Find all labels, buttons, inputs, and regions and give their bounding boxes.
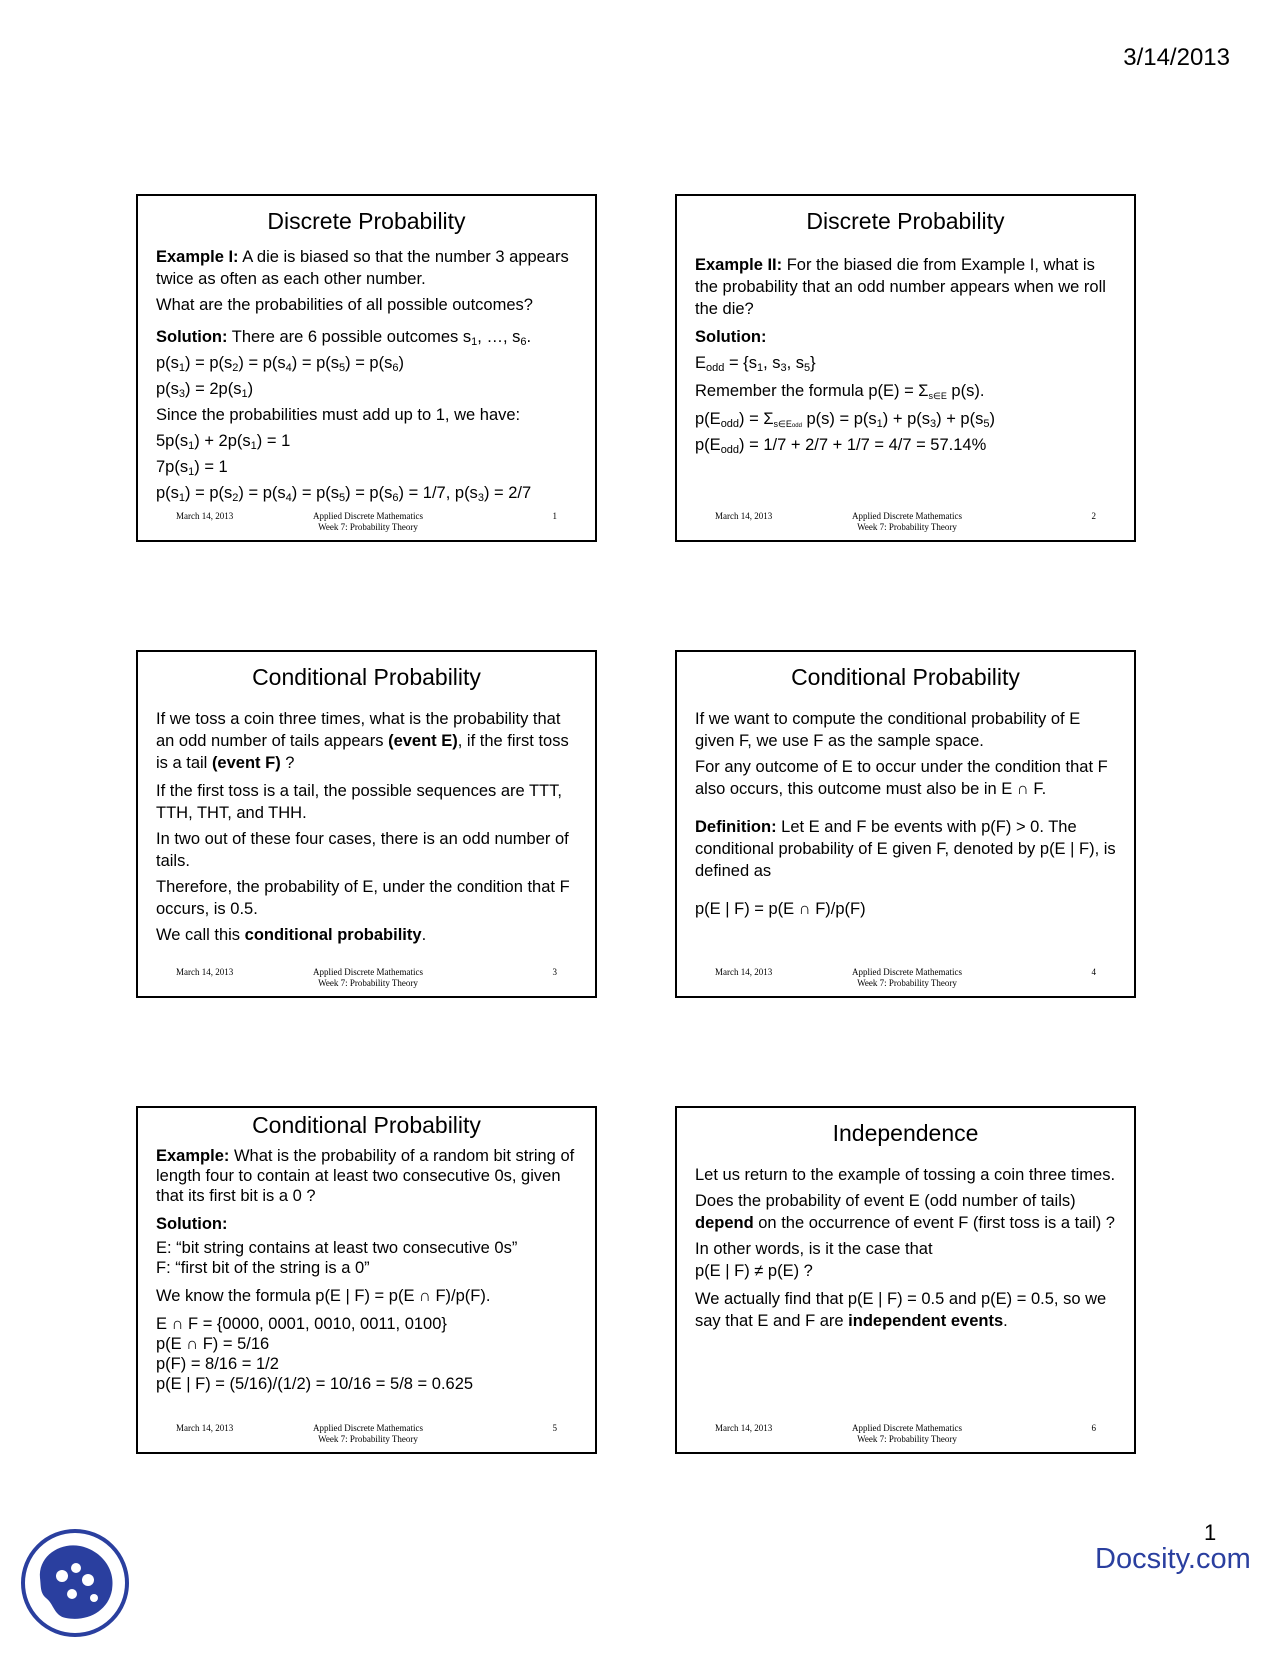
slide-body: Let us return to the example of tossing a coin three times. Does the probability of event E (odd number of tails) depend on the occurrence of event F (first toss is a tail) ? In other words, is it the case that p(E | F) ≠ p(E) ? We actually find that p(E | F) = 0.5 and p(E) = 0.5, so we say that E and F are independent events. xyxy=(695,1164,1120,1336)
example-text: A die is biased so that the number 3 appears twice as often as each other number. xyxy=(156,248,569,288)
example-text: For the biased die from Example I, what is the probability that an odd number appears when we roll the die? xyxy=(695,256,1106,318)
footer-date: March 14, 2013 xyxy=(715,967,773,977)
result-text: ) = 1/7 + 2/7 + 1/7 = 4/7 = 57.14% xyxy=(739,436,987,454)
slide-4 xyxy=(675,650,1136,998)
formula-intro: Remember the formula p(E) = xyxy=(695,382,919,400)
slide-2 xyxy=(675,194,1136,542)
slide-body: Example II: For the biased die from Example I, what is the probability that an odd number appears when we roll the die? Solution: $E_{odd} = \{s_1$, $s_3$, $s_5$} Remember the formula p(E) = Σs∈E p(s). $p(E_{odd})$ = Σs∈Eodd $p(s) = p(s_1) + p(s_3) + p(s_5)$ $p(E_{odd}) = 1/7 + 2/7 + 1/7 = 4/7 = 57.14\%$ xyxy=(695,256,1106,456)
slide-6 xyxy=(675,1106,1136,1454)
slide-body: If we toss a coin three times, what is the probability that an odd number of tails appears (event E), if the first toss is a tail (event F) ? If the first toss is a tail, the possible sequences are TTT, TTH, THT, and THH. In two out of these four cases, there is an odd number of tails. Therefore, the probability of E, under the condition that F occurs, is 0.5. We call this conditional probability. xyxy=(156,708,581,950)
example-label: Example II: xyxy=(695,256,783,274)
formula: p(E | F) = p(E ∩ F)/p(F) xyxy=(695,900,866,918)
paragraph: In two out of these four cases, there is an odd number of tails. xyxy=(156,830,569,870)
paragraph: If we want to compute the conditional probability of E given F, we use F as the sample space. xyxy=(695,710,1081,750)
slide-number: 2 xyxy=(1091,511,1096,521)
slide-footer xyxy=(138,967,595,991)
slide-body: If we want to compute the conditional probability of E given F, we use F as the sample space. For any outcome of E to occur under the condition that F also occurs, this outcome must also be in E ∩ F. Definition: Let E and F be events with p(F) > 0. The conditional probability of E given F, denoted by p(E | F), is defined as p(E | F) = p(E ∩ F)/p(F) xyxy=(695,708,1120,924)
docsity-logo-icon xyxy=(20,1528,130,1638)
example-label: Example I: xyxy=(156,248,239,266)
slide-title: Discrete Probability xyxy=(267,208,466,234)
line: p(F) = 8/16 = 1/2 xyxy=(156,1355,279,1373)
footer-date: March 14, 2013 xyxy=(176,511,234,521)
event-e-definition: E: “bit string contains at least two consecutive 0s” xyxy=(156,1239,518,1257)
slide-number: 3 xyxy=(552,967,557,977)
line: p(E | F) = (5/16)/(1/2) = 10/16 = 5/8 = 0.625 xyxy=(156,1375,474,1393)
slide-number: 6 xyxy=(1091,1423,1096,1433)
slide-footer xyxy=(677,967,1134,991)
solution-label: Solution: xyxy=(156,328,228,346)
solution-label: Solution: xyxy=(156,1215,228,1233)
footer-date: March 14, 2013 xyxy=(176,1423,234,1433)
solution-text: There are 6 possible outcomes s xyxy=(227,328,472,346)
line: E ∩ F = {0000, 0001, 0010, 0011, 0100} xyxy=(156,1315,447,1333)
slide-body: Example: What is the probability of a random bit string of length four to contain at least two consecutive 0s, given that its first bit is a 0 ? Solution: E: “bit string contains at least two consecutive 0s” F: “first bit of the string is a 0” We know the formula p(E | F) = p(E ∩ F)/p(F). E ∩ F = {0000, 0001, 0010, 0011, 0100} p(E ∩ F) = 5/16 p(F) = 8/16 = 1/2 p(E | F) = (5/16)/(1/2) = 10/16 = 5/8 = 0.625 xyxy=(156,1146,581,1394)
footer-course: Applied Discrete Mathematics Week 7: Probability Theory xyxy=(852,511,962,532)
slide-body: Example I: A die is biased so that the number 3 appears twice as often as each other number. What are the probabilities of all possible outcomes? Solution: There are 6 possible outcomes $s_1$, …, $s_6$. $p(s_1) = p(s_2) = p(s_4) = p(s_5) = p(s_6)$ $p(s_3) = 2p(s_1)$ Since the probabilities must add up to 1, we have: $5p(s_1) + 2p(s_1) = 1$ $7p(s_1) = 1$ $p(s_1) = p(s_2) = p(s_4) = p(s_5) = p(s_6) = 1/7$, $p(s_3) = 2/7$ xyxy=(156,246,581,508)
event-f-definition: F: “first bit of the string is a 0” xyxy=(156,1259,370,1277)
definition-label: Definition: xyxy=(695,818,777,836)
page-number: 1 xyxy=(1204,1520,1217,1545)
slide-1 xyxy=(136,194,597,542)
slide-title: Conditional Probability xyxy=(791,664,1020,690)
slide-footer xyxy=(677,1423,1134,1447)
slide-footer xyxy=(138,511,595,535)
footer-course: Applied Discrete Mathematics Week 7: Probability Theory xyxy=(313,1423,423,1444)
footer-date: March 14, 2013 xyxy=(715,1423,773,1433)
solution-label: Solution: xyxy=(695,328,767,346)
slide-number: 5 xyxy=(552,1423,557,1433)
slide-title: Conditional Probability xyxy=(252,1112,481,1138)
slide-number: 4 xyxy=(1091,967,1096,977)
footer-course: Applied Discrete Mathematics Week 7: Probability Theory xyxy=(852,967,962,988)
slide-footer xyxy=(138,1423,595,1447)
footer-course: Applied Discrete Mathematics Week 7: Probability Theory xyxy=(313,511,423,532)
slide-3 xyxy=(136,650,597,998)
formula: We know the formula p(E | F) = p(E ∩ F)/p(F). xyxy=(156,1287,491,1305)
slide-5 xyxy=(136,1106,597,1454)
docsity-brand-link[interactable]: Docsity.com xyxy=(1095,1543,1251,1575)
example-label: Example: xyxy=(156,1147,230,1165)
slide-footer xyxy=(677,511,1134,535)
footer-course: Applied Discrete Mathematics Week 7: Probability Theory xyxy=(852,1423,962,1444)
paragraph: For any outcome of E to occur under the condition that F also occurs, this outcome must also be in E ∩ F. xyxy=(695,758,1108,798)
line: p(E ∩ F) = 5/16 xyxy=(156,1335,270,1353)
paragraph: Therefore, the probability of E, under the condition that F occurs, is 0.5. xyxy=(156,878,570,918)
slide-title: Discrete Probability xyxy=(806,208,1005,234)
footer-course: Applied Discrete Mathematics Week 7: Probability Theory xyxy=(313,967,423,988)
slide-title: Independence xyxy=(832,1120,979,1146)
footer-date: March 14, 2013 xyxy=(176,967,234,977)
since-text: Since the probabilities must add up to 1, we have: xyxy=(156,406,521,424)
paragraph: Let us return to the example of tossing a coin three times. xyxy=(695,1166,1116,1184)
footer-date: March 14, 2013 xyxy=(715,511,773,521)
slide-title: Conditional Probability xyxy=(252,664,481,690)
slide-number: 1 xyxy=(552,511,557,521)
page-date: 3/14/2013 xyxy=(1123,44,1230,71)
question-text: What are the probabilities of all possible outcomes? xyxy=(156,296,533,314)
paragraph: If the first toss is a tail, the possible sequences are TTT, TTH, THT, and THH. xyxy=(156,782,562,822)
